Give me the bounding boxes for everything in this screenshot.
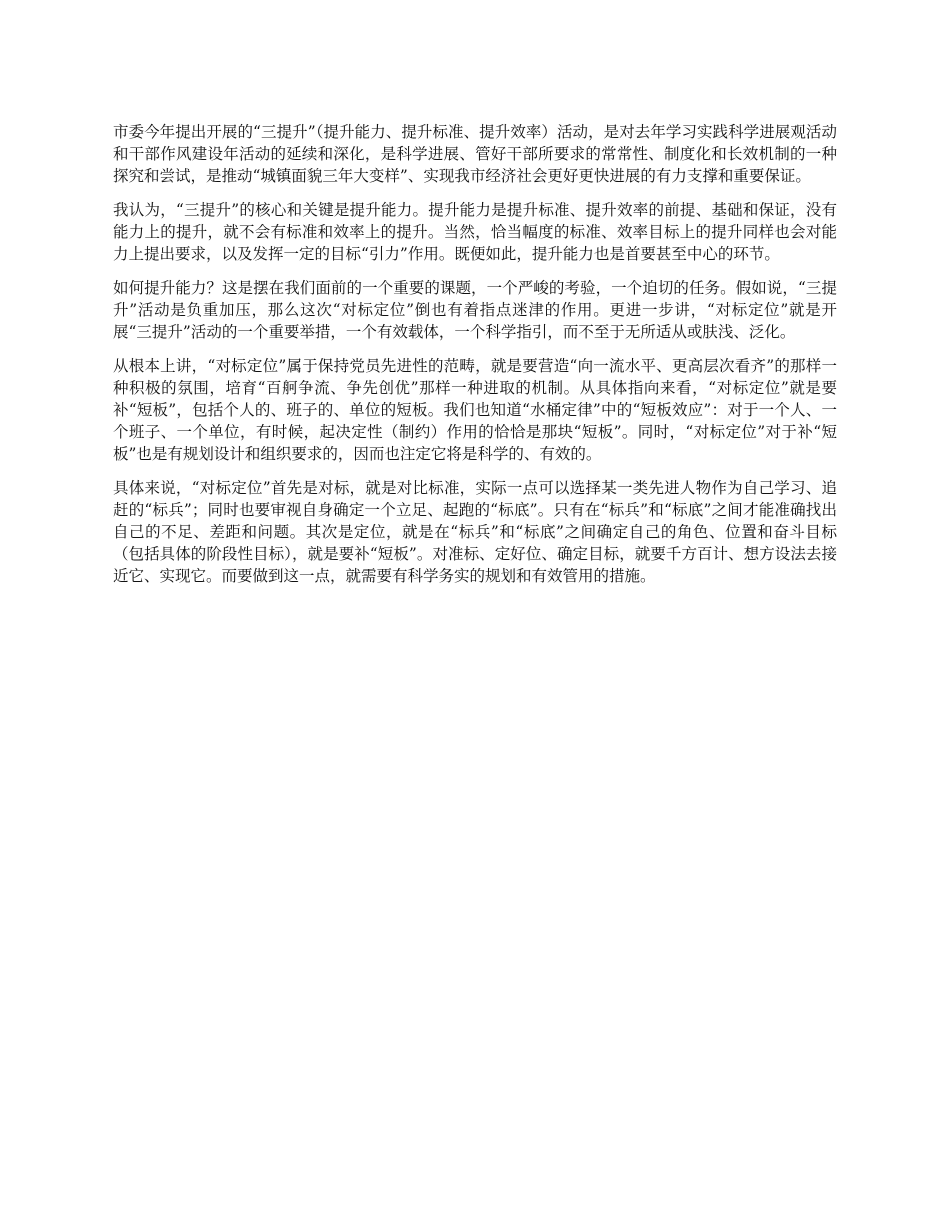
paragraph-5: 具体来说，“对标定位”首先是对标，就是对比标准，实际一点可以选择某一类先进人物作为自己学习、追赶的“标兵”；同时也要审视自身确定一个立足、起跑的“标底”。只有在“标兵”和“标底”之间才能准确找出自己的不足、差距和问题。其次是定位，就是在“标兵”和“标底”之间确定自己的角色、位置和奋斗目标（包括具体的阶段性目标），就是要补“短板”。对准标、定好位、确定目标，就要千方百计、想方设法去接近它、实现它。而要做到这一点，就需要有科学务实的规划和有效管用的措施。 <box>113 479 837 585</box>
paragraph-1: 市委今年提出开展的“三提升”（提升能力、提升标准、提升效率）活动，是对去年学习实践科学进展观活动和干部作风建设年活动的延续和深化，是科学进展、管好干部所要求的常常性、制度化和长效机制的一种探究和尝试，是推动“城镇面貌三年大变样”、实现我市经济社会更好更快进展的有力支撑和重要保证。 <box>113 123 837 185</box>
document-body <box>113 121 837 599</box>
paragraph-2: 我认为，“三提升”的核心和关键是提升能力。提升能力是提升标准、提升效率的前提、基础和保证，没有能力上的提升，就不会有标准和效率上的提升。当然，恰当幅度的标准、效率目标上的提升同样也会对能力上提出要求，以及发挥一定的目标“引力”作用。既便如此，提升能力也是首要甚至中心的环节。 <box>113 201 837 263</box>
paragraph-3: 如何提升能力？这是摆在我们面前的一个重要的课题，一个严峻的考验，一个迫切的任务。假如说，“三提升”活动是负重加压，那么这次“对标定位”倒也有着指点迷津的作用。更进一步讲，“对标定位”就是开展“三提升”活动的一个重要举措，一个有效载体，一个科学指引，而不至于无所适从或肤浅、泛化。 <box>113 279 837 341</box>
paragraph-4: 从根本上讲，“对标定位”属于保持党员先进性的范畴，就是要营造“向一流水平、更高层次看齐”的那样一种积极的氛围，培育“百舸争流、争先创优”那样一种进取的机制。从具体指向来看，“对标定位”就是要补“短板”，包括个人的、班子的、单位的短板。我们也知道“水桶定律”中的“短板效应”：对于一个人、一个班子、一个单位，有时候，起决定性（制约）作用的恰恰是那块“短板”。同时，“对标定位”对于补“短板”也是有规划设计和组织要求的，因而也注定它将是科学的、有效的。 <box>113 357 837 463</box>
